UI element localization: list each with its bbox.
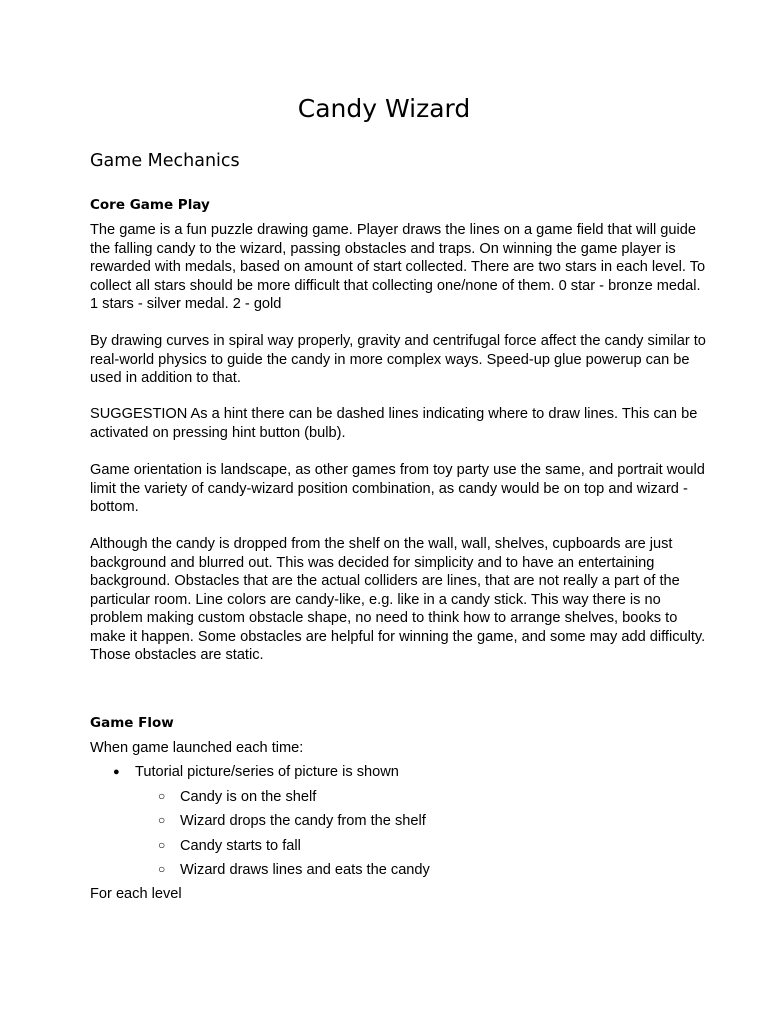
list-item-label: Candy is on the shelf: [180, 789, 317, 805]
bullet-circle-icon: ○: [158, 862, 166, 876]
bullet-disc-icon: ●: [113, 766, 120, 778]
list-item-label: Candy starts to fall: [180, 838, 301, 854]
section-heading-game-mechanics: Game Mechanics: [90, 151, 240, 171]
list-item: [113, 762, 399, 782]
paragraph-physics: By drawing curves in spiral way properly, gravity and centrifugal force affect the candy similar to real-world physics to guide the candy in more complex ways. Speed-up glue powerup can be used in addition to that.: [90, 333, 706, 386]
document-title: Candy Wizard: [297, 94, 471, 123]
paragraph-orientation: Game orientation is landscape, as other games from toy party use the same, and portrait would limit the variety of candy-wizard position combination, as candy would be on top and wizard - bottom.: [90, 462, 705, 515]
list-item-label: Tutorial picture/series of picture is shown: [135, 764, 399, 780]
paragraph-suggestion: SUGGESTION As a hint there can be dashed lines indicating where to draw lines. This can be activated on pressing hint button (bulb).: [90, 406, 698, 441]
subheading-core-game-play: Core Game Play: [90, 197, 210, 213]
list-item: [158, 859, 430, 880]
list-item-label: Wizard draws lines and eats the candy: [180, 862, 430, 878]
subheading-game-flow: Game Flow: [90, 715, 174, 731]
paragraph-background: Although the candy is dropped from the shelf on the wall, wall, shelves, cupboards are just background and blurred out. This was decided for simplicity and to have an entertaining background. Obstacles that are the actual colliders are lines, that are not really a part of the particular room. Line colors are candy-like, e.g. like in a candy stick. This way there is no problem making custom obstacle shape, no need to think how to arrange shelves, books to make it happen. Some obstacles are helpful for winning the game, and some may add difficulty. Those obstacles are static.: [90, 536, 706, 663]
list-item-label: Wizard drops the candy from the shelf: [180, 813, 426, 829]
list-item: [158, 835, 301, 856]
bullet-circle-icon: ○: [158, 789, 166, 803]
flow-intro-text: When game launched each time:: [90, 740, 304, 756]
list-item: [158, 786, 316, 807]
flow-outro-text: For each level: [90, 886, 182, 902]
bullet-circle-icon: ○: [158, 813, 166, 827]
list-item: [158, 810, 426, 831]
bullet-circle-icon: ○: [158, 838, 166, 852]
paragraph-core-intro: The game is a fun puzzle drawing game. Player draws the lines on a game field that will guide the falling candy to the wizard, passing obstacles and traps. On winning the game player is rewarded with medals, based on amount of start collected. There are two stars in each level. To collect all stars should be more difficult that collecting one/none of them. 0 star - bronze medal. 1 stars - silver medal. 2 - gold: [90, 222, 706, 312]
